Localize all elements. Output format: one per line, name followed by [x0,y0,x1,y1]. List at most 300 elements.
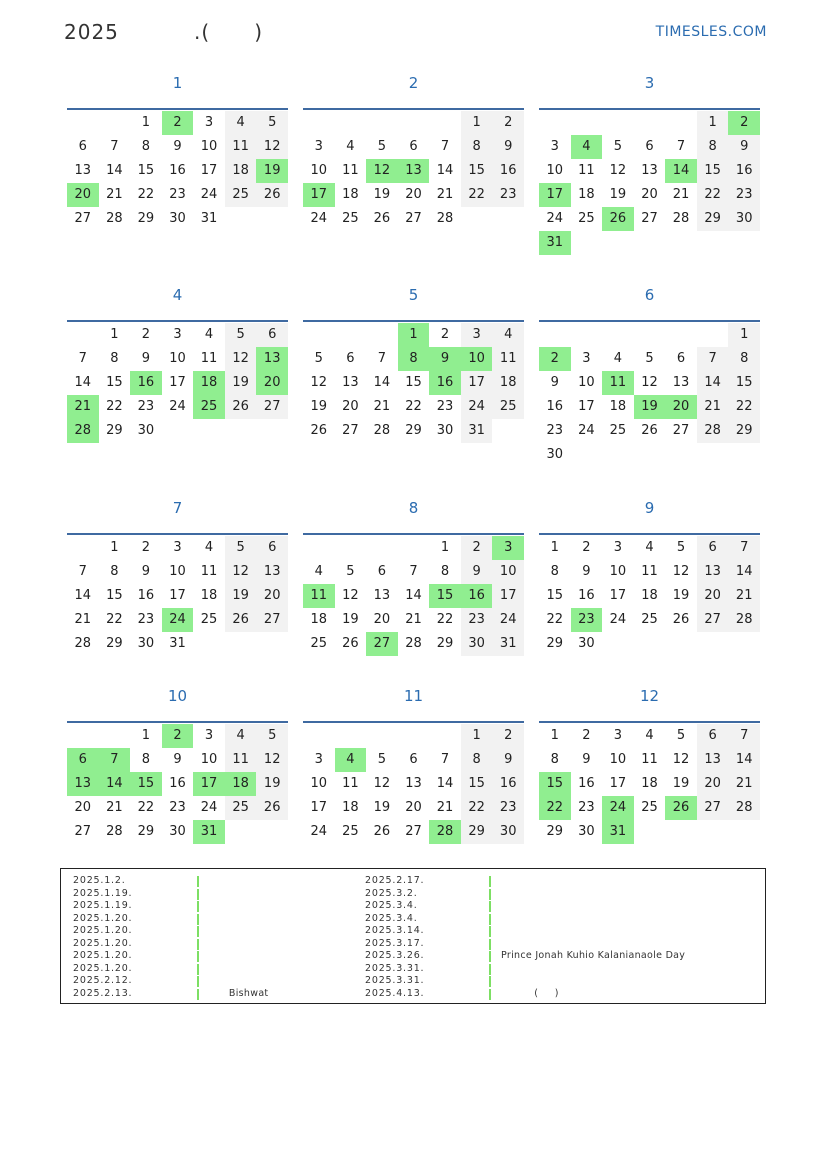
day-cell: 4 [204,540,214,555]
day-cell: 17 [169,588,186,603]
holiday-row [365,963,665,976]
day-cell: 8 [461,135,493,159]
day-cell: 20 [697,772,729,796]
day-cell: 7 [377,351,387,366]
day-cell: 24 [546,211,564,226]
empty-day-cell [335,536,367,560]
holiday-marker [197,876,199,887]
month-title: 7 [172,499,183,517]
month-days-grid [67,111,288,231]
holiday-date: 2025.1.20. [73,912,133,924]
day-cell: 28 [106,824,123,839]
day-cell: 21 [672,187,690,202]
day-cell: 22 [461,183,493,207]
empty-day-cell [634,820,666,844]
day-cell: 4 [225,111,257,135]
month-divider [539,108,760,110]
day-cell: 27 [697,796,729,820]
day-cell: 2 [141,540,151,555]
day-cell: 25 [310,636,328,651]
day-cell: 13 [697,560,729,584]
holiday-row [73,875,373,888]
day-cell: 13 [373,588,391,603]
holiday-row [365,913,665,926]
day-cell: 27 [366,632,398,656]
month-days-grid [539,536,760,656]
day-cell: 22 [461,796,493,820]
day-cell: 12 [310,375,328,390]
month-12 [539,687,760,844]
month-divider [67,533,288,535]
day-cell: 20 [256,584,288,608]
day-cell: 8 [398,347,430,371]
day-cell: 31 [539,231,571,255]
day-cell: 14 [99,772,131,796]
day-cell: 23 [571,608,603,632]
day-cell: 2 [582,540,591,555]
day-cell: 4 [571,135,603,159]
day-cell: 5 [613,139,623,154]
day-cell: 14 [373,375,391,390]
day-cell: 17 [200,163,218,178]
day-cell: 6 [697,724,729,748]
month-title: 6 [644,286,655,304]
day-cell: 14 [405,588,422,603]
day-cell: 7 [440,752,450,767]
day-cell: 14 [74,375,92,390]
month-1 [67,74,288,231]
holiday-column-left [73,875,373,1000]
day-cell: 26 [256,796,288,820]
day-cell: 1 [728,323,760,347]
month-title: 9 [644,499,655,517]
month-divider [303,721,524,723]
day-cell: 30 [492,820,524,844]
day-cell: 21 [436,800,454,815]
day-cell: 7 [728,724,760,748]
day-cell: 4 [346,139,355,154]
day-cell: 30 [137,423,155,438]
day-cell: 20 [697,584,729,608]
day-cell: 30 [169,211,186,226]
day-cell: 28 [429,820,461,844]
day-cell: 21 [106,800,123,815]
day-cell: 26 [602,207,634,231]
holiday-date: 2025.1.19. [73,887,133,899]
holiday-date: 2025.3.4. [365,912,418,924]
month-11 [303,687,524,844]
day-cell: 20 [373,612,391,627]
empty-day-cell [602,231,634,255]
day-cell: 11 [602,371,634,395]
day-cell: 6 [409,139,418,154]
day-cell: 25 [225,796,257,820]
holiday-row [73,888,373,901]
day-cell: 5 [676,728,686,743]
day-cell: 15 [106,588,123,603]
empty-day-cell [193,632,225,656]
day-cell: 7 [99,748,131,772]
day-cell: 22 [539,796,571,820]
empty-day-cell [303,323,335,347]
empty-day-cell [571,231,603,255]
month-10 [67,687,288,844]
month-title: 5 [408,286,419,304]
day-cell: 27 [342,423,359,438]
holiday-date: 2025.4.13. [365,987,425,999]
day-cell: 6 [377,564,387,579]
holiday-row [365,988,665,1001]
day-cell: 26 [641,423,658,438]
day-cell: 21 [373,399,391,414]
day-cell: 10 [200,752,218,767]
day-cell: 27 [672,423,690,438]
day-cell: 30 [436,423,454,438]
day-cell: 26 [373,211,391,226]
day-cell: 10 [609,564,627,579]
holiday-row [365,888,665,901]
holiday-marker [489,889,491,900]
day-cell: 17 [609,776,627,791]
day-cell: 19 [672,588,690,603]
holiday-row [365,938,665,951]
month-title: 3 [644,74,655,92]
holiday-date: 2025.2.12. [73,975,133,986]
day-cell: 4 [335,748,367,772]
day-cell: 2 [440,327,450,342]
day-cell: 3 [173,540,182,555]
day-cell: 25 [342,211,359,226]
day-cell: 28 [728,608,760,632]
empty-day-cell [225,632,257,656]
empty-day-cell [67,536,99,560]
holiday-marker [489,989,491,1000]
holiday-date: 2025.3.2. [365,887,418,899]
holiday-name: Prince Jonah Kuhio Kalanianaole Day [501,950,686,961]
day-cell: 6 [409,752,418,767]
holiday-date: 2025.1.20. [73,925,133,936]
day-cell: 30 [546,447,564,462]
day-cell: 13 [256,347,288,371]
day-cell: 6 [78,139,87,154]
month-title: 12 [639,687,660,705]
day-cell: 7 [110,139,119,154]
holiday-marker [489,964,491,975]
day-cell: 5 [676,540,686,555]
day-cell: 16 [169,776,186,791]
day-cell: 25 [225,183,257,207]
day-cell: 19 [634,395,666,419]
holiday-date: 2025.3.31. [365,975,425,986]
day-cell: 15 [461,159,493,183]
day-cell: 22 [697,183,729,207]
holiday-row [73,963,373,976]
day-cell: 3 [204,115,214,130]
empty-day-cell [225,419,257,443]
month-days-grid [67,724,288,844]
day-cell: 17 [461,371,493,395]
month-days-grid [303,536,524,656]
holiday-date: 2025.3.4. [365,900,418,911]
day-cell: 27 [405,211,422,226]
day-cell: 24 [609,612,627,627]
day-cell: 9 [550,375,559,390]
day-cell: 11 [641,752,658,767]
day-cell: 16 [546,399,564,414]
holiday-list [60,868,766,1004]
day-cell: 29 [405,423,422,438]
day-cell: 18 [310,612,328,627]
day-cell: 31 [602,820,634,844]
empty-day-cell [539,323,571,347]
day-cell: 1 [550,728,559,743]
month-title: 1 [172,74,183,92]
day-cell: 1 [697,111,729,135]
day-cell: 9 [461,560,493,584]
day-cell: 28 [67,419,99,443]
day-cell: 23 [137,612,155,627]
day-cell: 15 [539,772,571,796]
day-cell: 9 [492,748,524,772]
day-cell: 23 [578,800,595,815]
holiday-row [365,875,665,888]
day-cell: 8 [728,347,760,371]
empty-day-cell [335,111,367,135]
month-divider [539,320,760,322]
year-title: 2025 [64,20,119,44]
day-cell: 13 [697,748,729,772]
day-cell: 22 [728,395,760,419]
month-title: 4 [172,286,183,304]
empty-day-cell [366,536,398,560]
day-cell: 18 [200,588,218,603]
day-cell: 5 [225,323,257,347]
day-cell: 8 [461,748,493,772]
day-cell: 31 [193,820,225,844]
day-cell: 12 [225,560,257,584]
day-cell: 28 [436,211,454,226]
day-cell: 21 [67,395,99,419]
month-8 [303,499,524,656]
day-cell: 4 [314,564,323,579]
holiday-row [73,975,373,988]
day-cell: 25 [641,800,658,815]
holiday-row [73,950,373,963]
day-cell: 15 [405,375,422,390]
day-cell: 10 [310,163,328,178]
day-cell: 25 [609,423,627,438]
empty-day-cell [634,231,666,255]
month-days-grid [67,536,288,656]
day-cell: 23 [169,187,186,202]
empty-day-cell [492,419,524,443]
day-cell: 7 [78,564,87,579]
holiday-date: 2025.3.14. [365,925,425,936]
holiday-marker [197,989,199,1000]
day-cell: 8 [141,752,151,767]
empty-day-cell [571,323,603,347]
day-cell: 1 [398,323,430,347]
site-brand-link[interactable]: TIMESLES.COM [655,24,767,40]
day-cell: 20 [405,187,422,202]
day-cell: 19 [225,584,257,608]
day-cell: 9 [492,135,524,159]
day-cell: 16 [461,584,493,608]
day-cell: 12 [366,159,398,183]
holiday-row [73,913,373,926]
day-cell: 1 [461,724,493,748]
holiday-marker [197,951,199,962]
empty-day-cell [571,111,603,135]
day-cell: 20 [256,371,288,395]
empty-day-cell [634,111,666,135]
day-cell: 3 [314,752,323,767]
day-cell: 30 [578,824,595,839]
empty-day-cell [256,419,288,443]
day-cell: 19 [342,612,359,627]
holiday-date: 2025.1.20. [73,937,133,949]
holiday-row [73,938,373,951]
month-days-grid [67,323,288,443]
day-cell: 1 [110,327,119,342]
day-cell: 13 [672,375,690,390]
day-cell: 25 [641,612,658,627]
day-cell: 19 [373,187,391,202]
day-cell: 8 [550,564,559,579]
day-cell: 12 [609,163,627,178]
empty-day-cell [256,820,288,844]
day-cell: 24 [578,423,595,438]
day-cell: 14 [665,159,697,183]
month-days-grid [303,724,524,844]
day-cell: 10 [609,752,627,767]
month-3 [539,74,760,255]
day-cell: 11 [200,351,218,366]
day-cell: 10 [546,163,564,178]
holiday-marker [197,964,199,975]
day-cell: 22 [405,399,422,414]
day-cell: 28 [697,419,729,443]
month-divider [539,721,760,723]
day-cell: 23 [461,608,493,632]
empty-day-cell [697,632,729,656]
day-cell: 12 [641,375,658,390]
empty-day-cell [665,632,697,656]
day-cell: 11 [492,347,524,371]
empty-day-cell [366,323,398,347]
day-cell: 21 [697,395,729,419]
day-cell: 5 [645,351,654,366]
empty-day-cell [665,111,697,135]
month-5 [303,286,524,443]
empty-day-cell [571,443,603,467]
holiday-name: ( ) [501,987,559,999]
day-cell: 8 [440,564,450,579]
day-cell: 11 [578,163,595,178]
day-cell: 9 [582,564,591,579]
month-divider [303,108,524,110]
day-cell: 18 [225,159,257,183]
day-cell: 21 [728,584,760,608]
day-cell: 30 [137,636,155,651]
day-cell: 1 [141,728,151,743]
day-cell: 15 [130,772,162,796]
holiday-marker [489,951,491,962]
day-cell: 18 [578,187,595,202]
day-cell: 19 [609,187,627,202]
month-7 [67,499,288,656]
day-cell: 15 [461,772,493,796]
empty-day-cell [728,820,760,844]
day-cell: 29 [137,824,155,839]
day-cell: 10 [492,560,524,584]
day-cell: 19 [256,772,288,796]
day-cell: 30 [728,207,760,231]
day-cell: 24 [169,399,186,414]
day-cell: 8 [110,564,119,579]
empty-day-cell [728,443,760,467]
day-cell: 1 [440,540,450,555]
empty-day-cell [429,724,461,748]
empty-day-cell [67,111,99,135]
day-cell: 16 [137,588,155,603]
holiday-date: 2025.1.20. [73,962,133,974]
day-cell: 2 [141,327,151,342]
day-cell: 15 [429,584,461,608]
day-cell: 24 [602,796,634,820]
day-cell: 28 [106,211,123,226]
day-cell: 24 [200,187,218,202]
empty-day-cell [193,419,225,443]
day-cell: 3 [613,540,623,555]
day-cell: 24 [492,608,524,632]
holiday-marker [489,901,491,912]
day-cell: 8 [141,139,151,154]
day-cell: 31 [461,419,493,443]
holiday-marker [197,889,199,900]
day-cell: 13 [256,560,288,584]
month-days-grid [303,323,524,443]
day-cell: 7 [728,536,760,560]
day-cell: 28 [373,423,391,438]
day-cell: 15 [106,375,123,390]
day-cell: 8 [697,135,729,159]
day-cell: 6 [256,536,288,560]
day-cell: 25 [492,395,524,419]
holiday-date: 2025.2.13. [73,987,133,999]
day-cell: 22 [546,612,564,627]
day-cell: 20 [342,399,359,414]
day-cell: 12 [672,564,690,579]
empty-day-cell [67,323,99,347]
day-cell: 18 [193,371,225,395]
holiday-marker [489,939,491,950]
day-cell: 17 [193,772,225,796]
day-cell: 3 [550,139,559,154]
empty-day-cell [665,820,697,844]
day-cell: 14 [74,588,92,603]
day-cell: 2 [461,536,493,560]
day-cell: 26 [310,423,328,438]
day-cell: 7 [440,139,450,154]
day-cell: 24 [461,395,493,419]
day-cell: 9 [173,752,182,767]
empty-day-cell [634,323,666,347]
month-6 [539,286,760,467]
day-cell: 6 [67,748,99,772]
day-cell: 15 [137,163,155,178]
day-cell: 18 [609,399,627,414]
